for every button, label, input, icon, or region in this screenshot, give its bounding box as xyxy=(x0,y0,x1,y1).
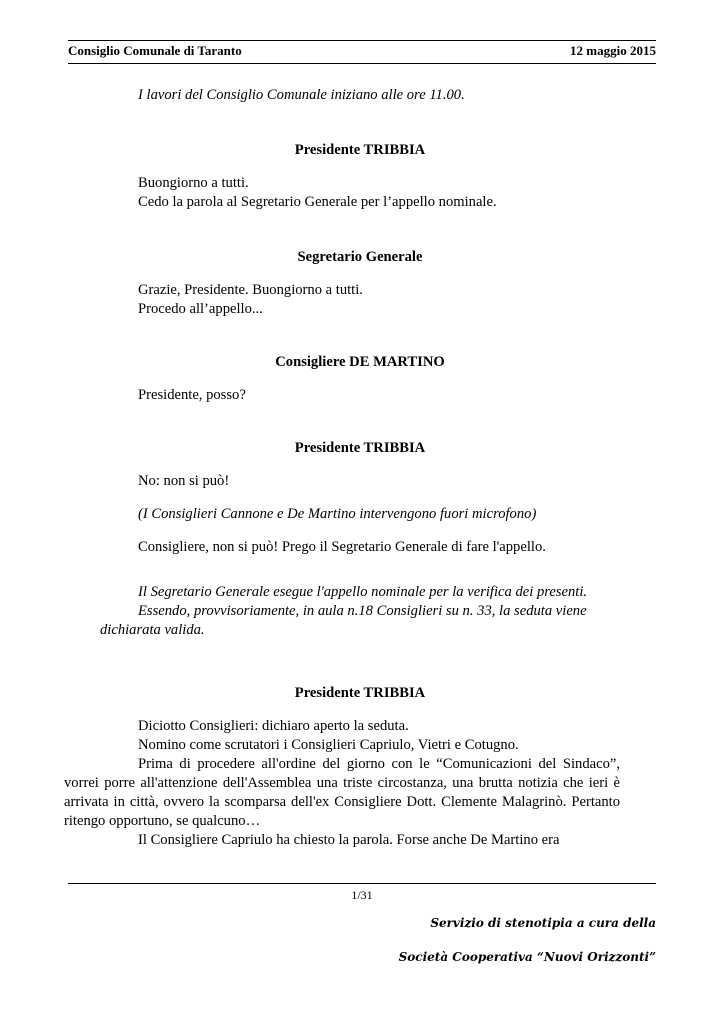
paragraph: Nomino come scrutatori i Consiglieri Capriulo, Vietri e Cotugno. xyxy=(138,737,519,753)
header-date: 12 maggio 2015 xyxy=(570,43,656,58)
paragraph: No: non si può! xyxy=(138,473,230,489)
footer-divider xyxy=(68,883,656,884)
paragraph: Consigliere, non si può! Prego il Segretario Generale di fare l'appello. xyxy=(138,539,546,555)
footer-service-line: Servizio di stenotipia a cura della xyxy=(430,916,656,930)
document-body xyxy=(64,86,620,850)
footer-cooperative-line: Società Cooperativa “Nuovi Orizzonti” xyxy=(398,950,656,964)
verbale-paragraph: Essendo, provvisoriamente, in aula n.18 Consiglieri su n. 33, la seduta viene dichiarata valida. xyxy=(100,603,587,638)
intro-paragraph: I lavori del Consiglio Comunale iniziano alle ore 11.00. xyxy=(138,87,465,103)
stage-note: (I Consiglieri Cannone e De Martino intervengono fuori microfono) xyxy=(138,506,537,522)
paragraph: Il Consigliere Capriulo ha chiesto la parola. Forse anche De Martino era xyxy=(138,832,560,848)
page-header xyxy=(68,40,656,64)
paragraph: Diciotto Consiglieri: dichiaro aperto la seduta. xyxy=(138,718,409,734)
speaker-heading: Segretario Generale xyxy=(297,249,423,265)
page-number: 1/31 xyxy=(351,888,373,902)
paragraph: Grazie, Presidente. Buongiorno a tutti. xyxy=(138,282,363,298)
paragraph: Prima di procedere all'ordine del giorno con le “Comunicazioni del Sindaco”, vorrei porre all'attenzione dell'Assemblea una triste circostanza, una brutta notizia che ieri è arrivata in città, ovvero la scomparsa dell'ex Consigliere Dott. Clemente Malagrinò. Pertanto ritengo opportuno, se qualcuno… xyxy=(64,756,620,829)
paragraph: Cedo la parola al Segretario Generale per l’appello nominale. xyxy=(138,194,497,210)
verbale-paragraph: Il Segretario Generale esegue l'appello nominale per la verifica dei presenti. xyxy=(138,584,588,600)
header-title: Consiglio Comunale di Taranto xyxy=(68,43,242,58)
paragraph: Procedo all’appello... xyxy=(138,301,263,317)
speaker-heading: Presidente TRIBBIA xyxy=(294,440,426,456)
paragraph: Presidente, posso? xyxy=(138,387,246,403)
speaker-heading: Presidente TRIBBIA xyxy=(294,142,426,158)
speaker-heading: Consigliere DE MARTINO xyxy=(275,354,445,370)
paragraph: Buongiorno a tutti. xyxy=(138,175,249,191)
speaker-heading: Presidente TRIBBIA xyxy=(294,685,426,701)
